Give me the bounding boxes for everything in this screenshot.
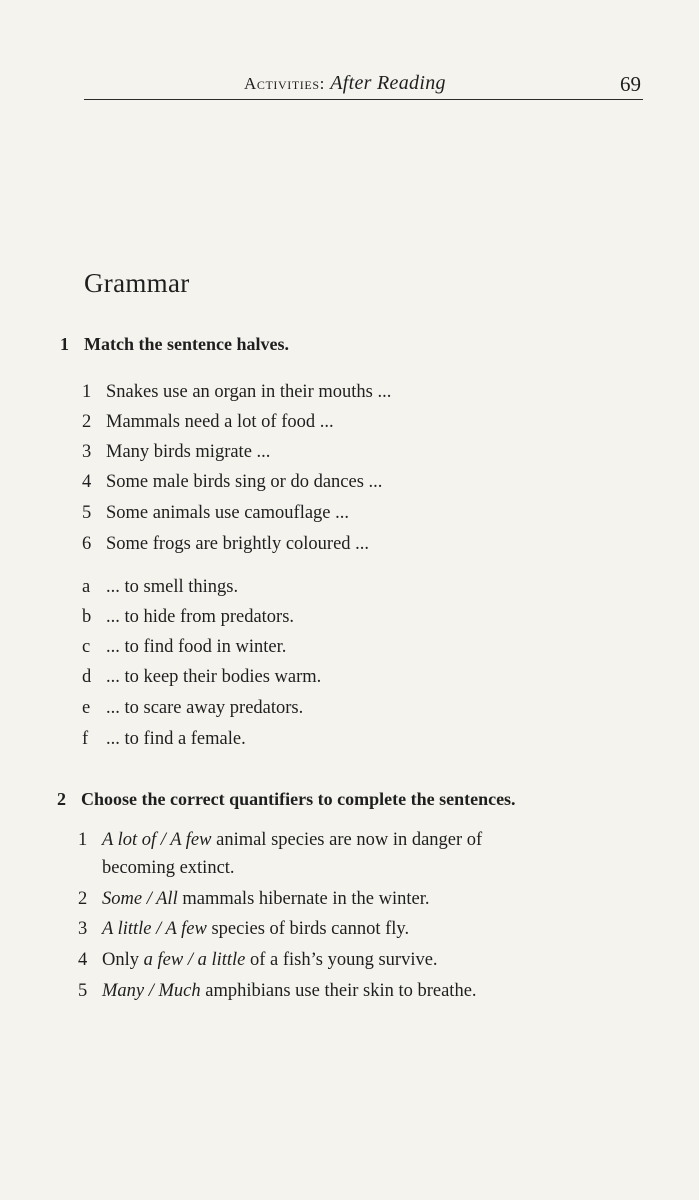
item-number: 4 (82, 472, 92, 492)
sentence-end: of a fish’s young survive. (245, 950, 438, 970)
item-letter: d (82, 667, 92, 687)
item-text: Snakes use an organ in their mouths ... (106, 382, 392, 402)
exercise-number: 1 (60, 334, 69, 354)
quantifier-choice: Some / All (102, 889, 178, 909)
header-section-label: Activities: (244, 74, 325, 93)
item-text (102, 950, 438, 971)
item-text: Some male birds sing or do dances ... (106, 472, 383, 492)
quantifier-choice: A lot of / A few (102, 830, 212, 850)
item-text: Some animals use camouflage ... (106, 503, 350, 523)
item-number: 1 (82, 382, 92, 402)
quantifier-choice: A little / A few (102, 919, 207, 939)
item-letter: e (82, 698, 91, 718)
item-number: 1 (78, 830, 88, 850)
item-text: Many birds migrate ... (106, 442, 271, 462)
quantifier-choice: Many / Much (102, 981, 201, 1001)
exercise-number: 2 (57, 789, 66, 809)
item-text: Some frogs are brightly coloured ... (106, 534, 370, 554)
item-number: 5 (78, 981, 88, 1001)
header-rule (84, 99, 643, 100)
header-section-title: After Reading (330, 72, 446, 94)
item-text: ... to hide from predators. (106, 607, 295, 627)
item-number: 3 (78, 919, 88, 939)
instruction-text: Choose the correct quantifiers to complete the sentences. (81, 789, 516, 809)
item-text (102, 889, 429, 910)
item-number: 4 (78, 950, 88, 970)
sentence-end: amphibians use their skin to breathe. (200, 981, 477, 1001)
sentence-end: mammals hibernate in the winter. (177, 889, 430, 909)
item-number: 5 (82, 503, 92, 523)
section-title: Grammar (84, 268, 190, 298)
instruction-text: Match the sentence halves. (84, 334, 289, 354)
running-header (244, 72, 446, 95)
page-number: 69 (620, 72, 641, 96)
sentence-start: Only (102, 950, 144, 970)
item-number: 3 (82, 442, 92, 462)
item-text: ... to scare away predators. (106, 698, 304, 718)
sentence-end: species of birds cannot fly. (206, 919, 410, 939)
item-text (102, 981, 477, 1002)
item-letter: b (82, 607, 92, 627)
item-letter: f (82, 729, 89, 749)
item-letter: a (82, 577, 91, 597)
item-number: 2 (78, 889, 88, 909)
item-text (102, 830, 482, 851)
item-text (102, 919, 409, 940)
item-letter: c (82, 637, 91, 657)
sentence-end: animal species are now in danger of (211, 830, 483, 850)
item-text: becoming extinct. (102, 858, 235, 878)
item-text: Mammals need a lot of food ... (106, 412, 334, 432)
item-number: 2 (82, 412, 92, 432)
item-text: ... to find a female. (106, 729, 246, 749)
quantifier-choice: a few / a little (143, 950, 246, 970)
item-text: ... to find food in winter. (106, 637, 287, 657)
item-text: ... to keep their bodies warm. (106, 667, 322, 687)
item-number: 6 (82, 534, 92, 554)
item-text: ... to smell things. (106, 577, 239, 597)
